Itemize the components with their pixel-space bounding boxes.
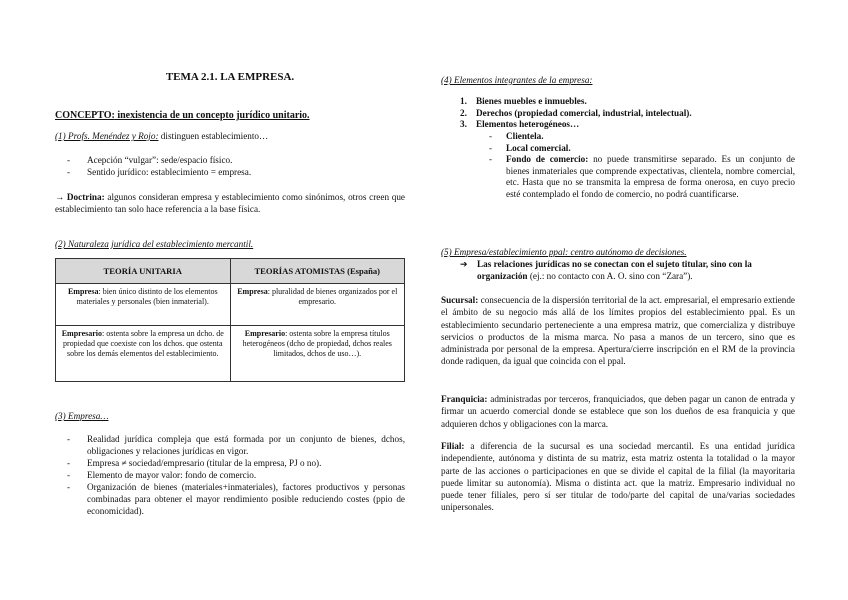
cell-text: : ostenta sobre la empresa un dcho. de propiedad que coexiste con los dchos. que ostenta sobre los demás elementos del establecimiento. — [62, 329, 224, 358]
table-header-atomistas: TEORÍAS ATOMISTAS (España) — [230, 259, 405, 284]
table-cell — [230, 326, 405, 382]
doctrina-paragraph — [55, 191, 405, 216]
concepto-heading — [55, 110, 405, 121]
list-item — [441, 96, 795, 108]
sucursal-label: Sucursal: — [441, 295, 479, 305]
s5-heading: (5) Empresa/establecimiento ppal: centro autónomo de decisiones. — [441, 247, 687, 257]
list-text: Derechos (propiedad comercial, industrial, intelectual). — [476, 107, 692, 118]
heterogeneos-sublist — [441, 131, 795, 201]
filial-text: a diferencia de la sucursal es una sociedad mercantil. Es una entidad jurídica independiente, autónoma y distinta de su matriz, esta matriz ostenta la totalidad o la mayor parte de las acciones o participaciones en que se divide el capital de la filial (la mayoritaria puede limitar su autonomía). Misma o distinta act. que la matriz. Empresario individual no puede tener filiales, pero sí ser titular de todo/parte del capital de una/varias sociedades unipersonales. — [441, 441, 795, 513]
franquicia-paragraph — [441, 393, 795, 430]
s5-arrow-item — [441, 259, 795, 282]
list-item: - Acepción “vulgar”: sede/espacio físico. — [55, 154, 405, 166]
arrow-right-icon: ➔ — [460, 259, 468, 269]
concepto-label: CONCEPTO: — [55, 110, 115, 121]
cell-label: Empresa — [67, 287, 99, 296]
doctrina-text: algunos consideran empresa y establecimiento como sinónimos, otros creen que establecimiento tan solo hace referencia a la base física. — [55, 192, 406, 215]
list-number: 3. — [460, 119, 467, 130]
s2-heading: (2) Naturaleza jurídica del establecimiento mercantil. — [55, 239, 254, 249]
s5-normal-text: (ej.: no contacto con A. O. sino con “Zara”). — [527, 270, 693, 281]
list-item: - Elemento de mayor valor: fondo de comercio. — [55, 469, 405, 481]
fondo-label: Fondo de comercio: — [506, 154, 589, 165]
cell-text: : pluralidad de bienes organizados por el empresario. — [267, 287, 398, 306]
list-item — [441, 154, 795, 200]
sucursal-paragraph — [441, 294, 795, 368]
list-item — [441, 108, 795, 120]
list-item — [441, 119, 795, 131]
cell-text: : bien único distinto de los elementos materiales y personales (bien inmaterial). — [76, 287, 218, 306]
table-cell — [56, 284, 231, 326]
naturaleza-table — [55, 258, 405, 382]
s4-heading: (4) Elementos integrantes de la empresa: — [441, 75, 593, 85]
elements-list — [441, 96, 795, 131]
s3-list — [55, 433, 405, 517]
filial-label: Filial: — [441, 441, 465, 451]
page-title: TEMA 2.1. LA EMPRESA. — [165, 71, 295, 83]
list-item: - Clientela. — [441, 131, 795, 143]
sucursal-text: consecuencia de la dispersión territorial de la act. empresarial, el empresario extiende el ámbito de su negocio más allá de los límites propios del establecimiento ppal. Es un establecimiento secundario perteneciente a una empresa matriz, que comercializa y distribuye servicios o productos de la misma marca. No pasa a manos de un tercero, sino que es administrada por personal de la empresa. Apertura/cierre inscripción en el RM de la provincia donde radiquen, da igual que coincida con el ppal. — [441, 295, 795, 367]
list-number: 1. — [460, 96, 467, 106]
list-item: - Sentido jurídico: establecimiento = empresa. — [55, 166, 405, 178]
concepto-text: inexistencia de un concepto jurídico unitario. — [114, 110, 310, 121]
s5-bold-text: Las relaciones jurídicas no se conectan con el sujeto titular, sino con la organización — [477, 259, 752, 281]
list-item: - Organización de bienes (materiales+inmateriales), factores productivos y personas combinadas para obtener el mayor rendimiento posible reduciendo costes (ppio de economicidad). — [55, 481, 405, 517]
list-text: Elementos heterogéneos… — [476, 119, 580, 130]
list-item: - Empresa ≠ sociedad/empresario (titular de la empresa, PJ o no). — [55, 457, 405, 469]
cell-label: Empresario — [244, 329, 286, 338]
list-text: Bienes muebles e inmuebles. — [476, 96, 587, 106]
s1-list — [55, 154, 405, 178]
s3-heading: (3) Empresa… — [55, 411, 109, 421]
s1-heading-label: (1) Profs. Menéndez y Rojo: — [55, 131, 159, 141]
cell-label: Empresa — [237, 287, 268, 296]
s1-heading — [55, 130, 405, 142]
list-item: - Realidad jurídica compleja que está formada por un conjunto de bienes, dchos, obligaciones y relaciones jurídicas en vigor. — [55, 433, 405, 457]
table-cell — [56, 326, 231, 382]
list-number: 2. — [460, 107, 467, 118]
cell-label: Empresario — [61, 329, 103, 338]
fondo-text: no puede transmitirse separado. Es un conjunto de bienes inmateriales que comprende expectativas, clientela, nombre comercial, etc. Hasta que no se transmita la empresa de forma onerosa, en cuyo precio esté contemplado el fondo de comercio, no podrá cuantificarse. — [506, 154, 795, 199]
doctrina-label: Doctrina: — [66, 192, 105, 202]
table-cell — [230, 284, 405, 326]
franquicia-text: administradas por terceros, franquiciados, que deben pagar un canon de entrada y firmar un acuerdo comercial donde se establece que son los dueños de esa franquicia y que adquieren dchos y obligaciones con la marca. — [441, 394, 795, 429]
franquicia-label: Franquicia: — [441, 394, 488, 404]
list-item: - Local comercial. — [441, 143, 795, 155]
filial-paragraph — [441, 440, 795, 514]
right-column — [441, 0, 795, 513]
s1-heading-rest: distinguen establecimiento… — [158, 131, 269, 141]
cell-text: : ostenta sobre la empresa títulos heterogéneos (dcho de propiedad, dchos reales limitados, dchos de uso…). — [242, 329, 392, 358]
table-header-unitaria: TEORÍA UNITARIA — [56, 259, 231, 284]
arrow-icon: → — [55, 192, 67, 202]
